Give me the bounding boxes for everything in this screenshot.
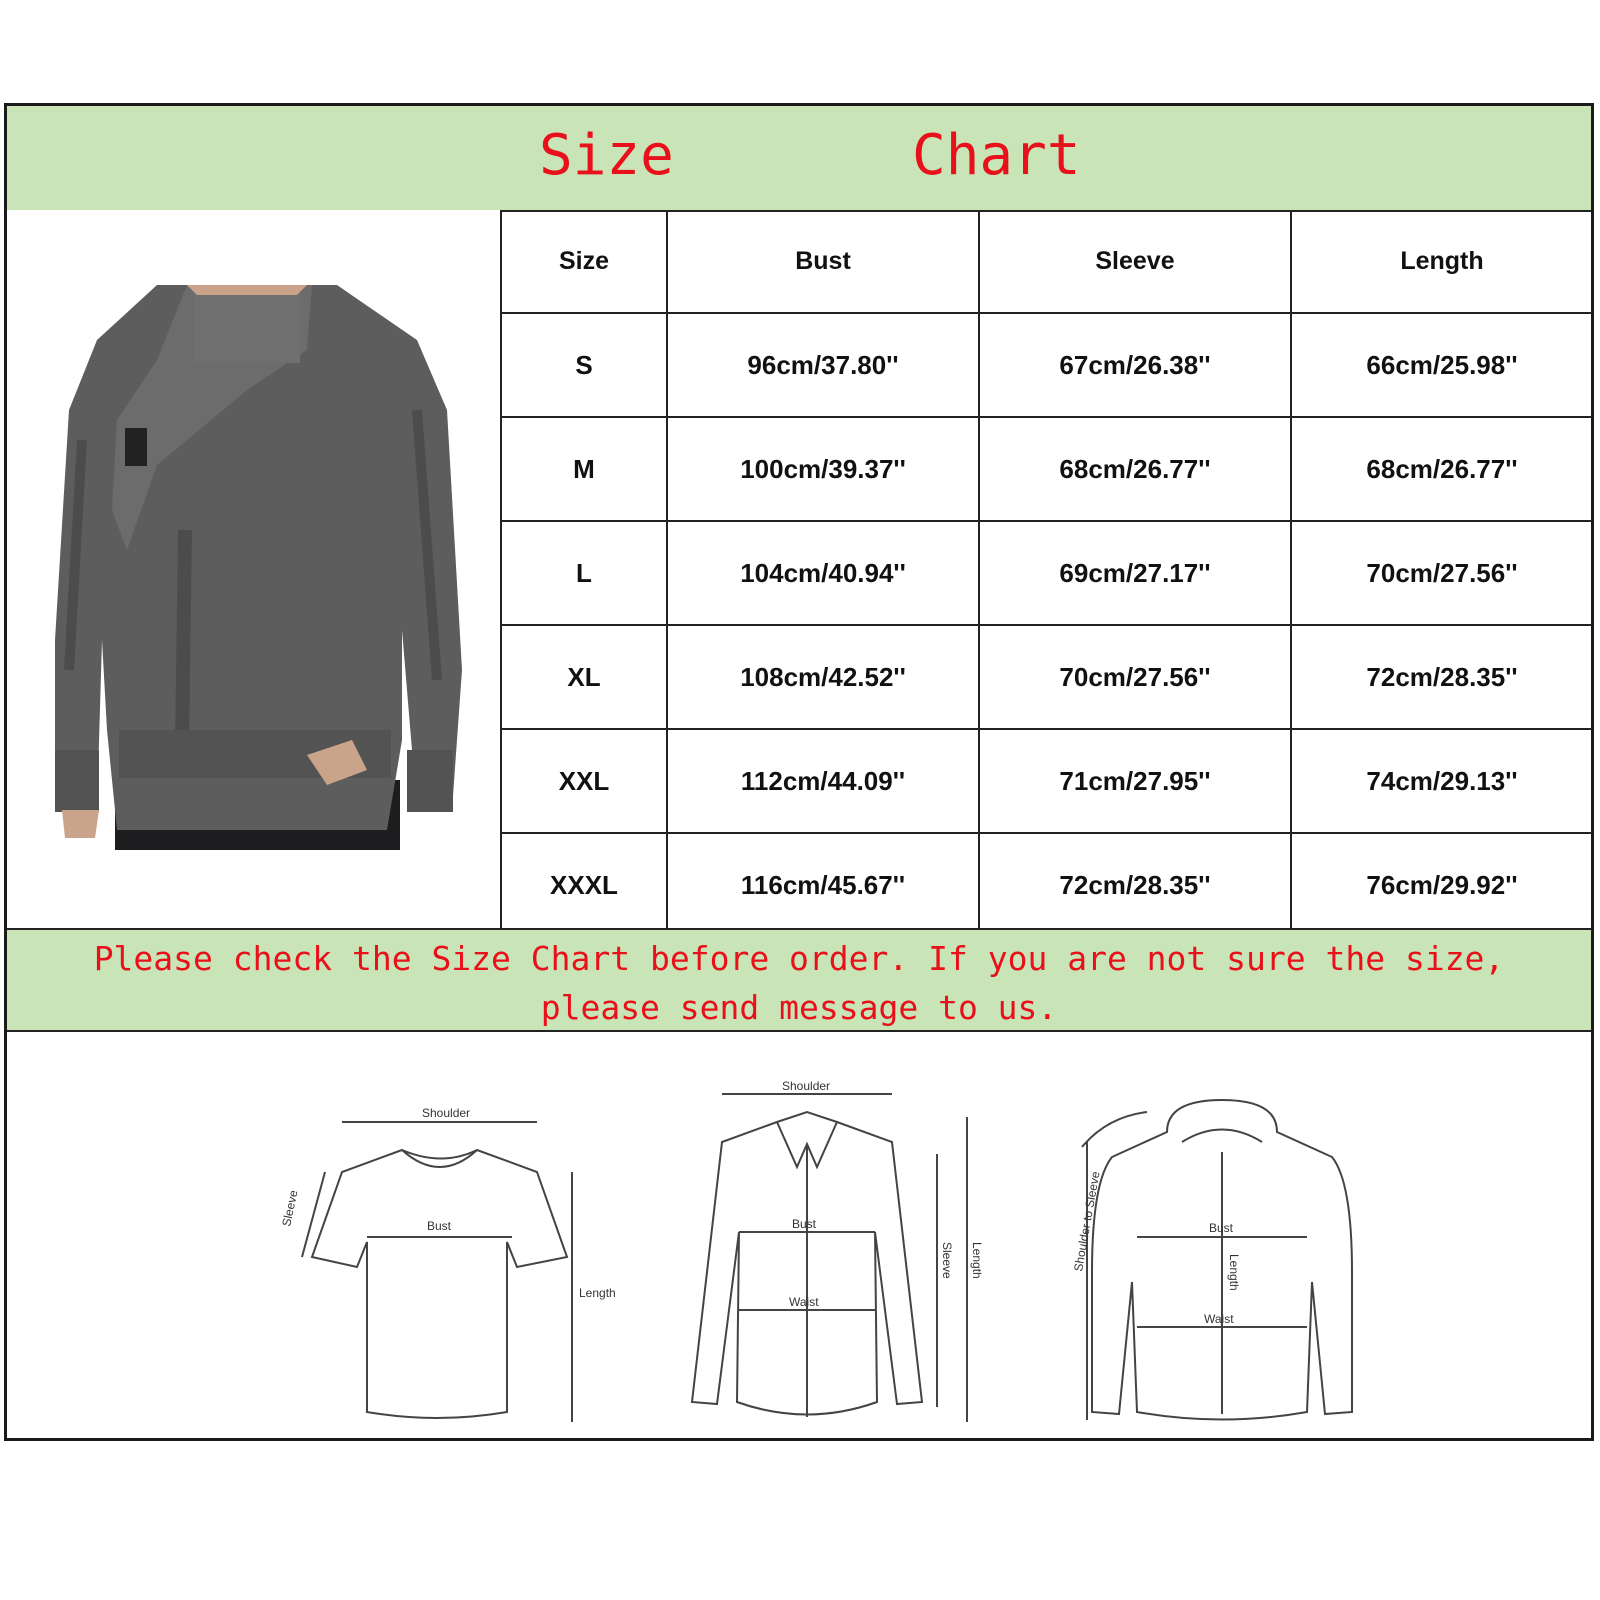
cell-length: 72cm/28.35'': [1291, 625, 1592, 729]
shirt-diagram-icon: [692, 1094, 967, 1422]
shirt-waist-label: Waist: [789, 1295, 819, 1309]
cell-sleeve: 71cm/27.95'': [979, 729, 1291, 833]
hoodie-length-label: Length: [1227, 1254, 1241, 1291]
measurement-diagrams: [7, 1032, 1591, 1438]
cell-sleeve: 68cm/26.77'': [979, 417, 1291, 521]
notice-line-2: please send message to us.: [540, 988, 1058, 1027]
tshirt-diagram-icon: [302, 1122, 572, 1422]
table-row: [501, 833, 1592, 936]
cell-sleeve: 72cm/28.35'': [979, 833, 1291, 936]
hoodie-diagram-icon: [1082, 1100, 1352, 1420]
tshirt-shoulder-label: Shoulder: [422, 1106, 471, 1120]
cell-length: 76cm/29.92'': [1291, 833, 1592, 936]
hoodie-waist-label: Waist: [1204, 1312, 1234, 1326]
table-row: [501, 521, 1592, 625]
shirt-sleeve-label: Sleeve: [940, 1242, 954, 1279]
header-size: Size: [501, 210, 667, 313]
table-row: [501, 625, 1592, 729]
shirt-length-label: Length: [970, 1242, 984, 1279]
tshirt-length-label: Length: [579, 1286, 616, 1300]
cell-length: 68cm/26.77'': [1291, 417, 1592, 521]
cell-size: L: [501, 521, 667, 625]
table-row: [501, 729, 1592, 833]
cell-bust: 104cm/40.94'': [667, 521, 979, 625]
notice-line-1: Please check the Size Chart before order. If you are not sure the size,: [93, 939, 1505, 978]
shirt-bust-label: Bust: [792, 1217, 817, 1231]
cell-sleeve: 67cm/26.38'': [979, 313, 1291, 417]
header-sleeve: Sleeve: [979, 210, 1291, 313]
cell-bust: 116cm/45.67'': [667, 833, 979, 936]
cell-sleeve: 69cm/27.17'': [979, 521, 1291, 625]
cell-length: 70cm/27.56'': [1291, 521, 1592, 625]
size-chart: [4, 103, 1594, 1441]
sweater-photo-icon: [7, 210, 500, 928]
cell-bust: 112cm/44.09'': [667, 729, 979, 833]
table-row: [501, 417, 1592, 521]
cell-size: XXL: [501, 729, 667, 833]
cell-size: S: [501, 313, 667, 417]
title-word-size: Size: [539, 123, 674, 188]
cell-bust: 100cm/39.37'': [667, 417, 979, 521]
header-bust: Bust: [667, 210, 979, 313]
cell-bust: 96cm/37.80'': [667, 313, 979, 417]
cell-length: 66cm/25.98'': [1291, 313, 1592, 417]
hoodie-shoulder-to-sleeve-label: Shoulder to Sleeve: [1071, 1170, 1103, 1273]
title-word-chart: Chart: [912, 123, 1081, 188]
header-length: Length: [1291, 210, 1592, 313]
size-table: [500, 210, 1592, 936]
shirt-shoulder-label: Shoulder: [782, 1079, 831, 1093]
cell-sleeve: 70cm/27.56'': [979, 625, 1291, 729]
title-bar: [7, 106, 1591, 212]
table-row: [501, 313, 1592, 417]
hoodie-bust-label: Bust: [1209, 1221, 1234, 1235]
cell-size: M: [501, 417, 667, 521]
cell-length: 74cm/29.13'': [1291, 729, 1592, 833]
notice-bar: [7, 928, 1591, 1032]
tshirt-bust-label: Bust: [427, 1219, 452, 1233]
cell-bust: 108cm/42.52'': [667, 625, 979, 729]
cell-size: XL: [501, 625, 667, 729]
product-photo-cell: [7, 210, 502, 928]
cell-size: XXXL: [501, 833, 667, 936]
table-header-row: [501, 210, 1592, 313]
tshirt-sleeve-label: Sleeve: [279, 1188, 301, 1228]
